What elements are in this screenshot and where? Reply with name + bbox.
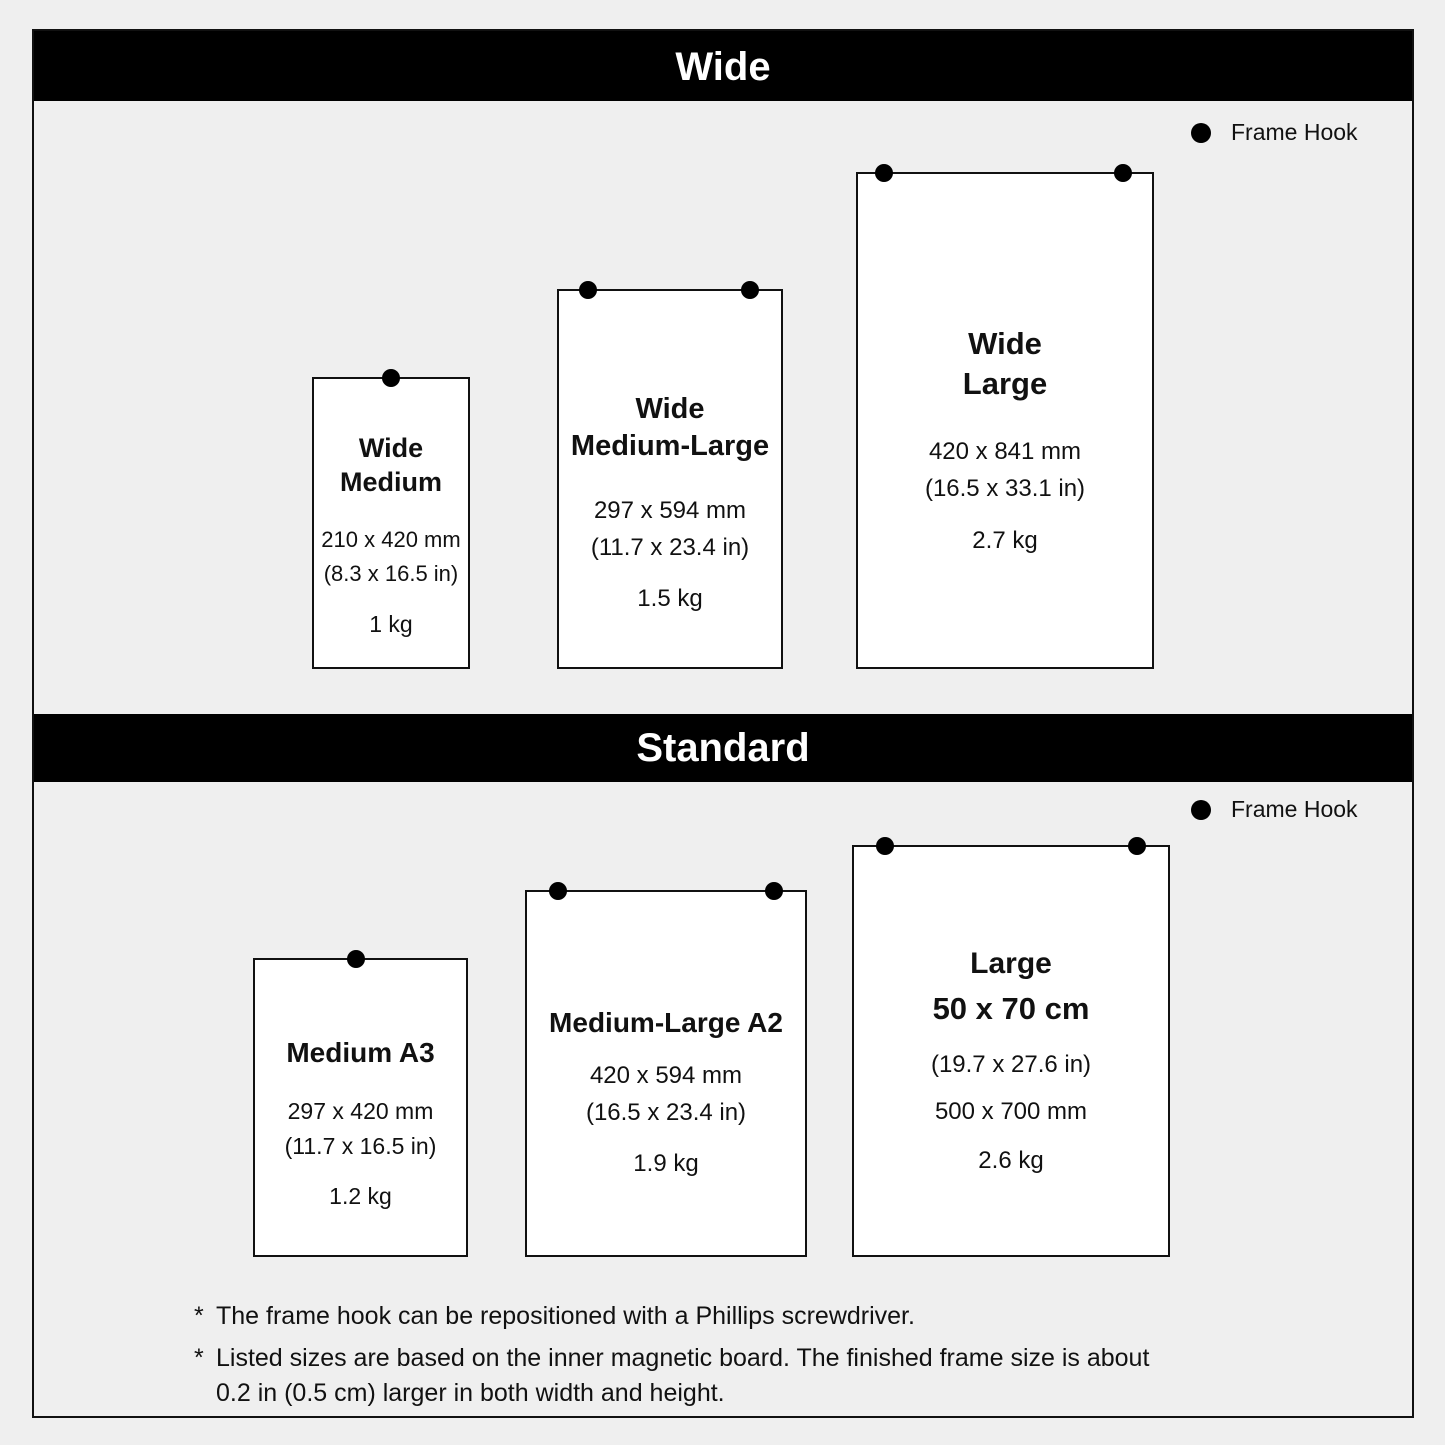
- size-name: Large: [970, 947, 1052, 980]
- frame-hook-dot-icon: [876, 837, 894, 855]
- size-mm: 210 x 420 mm: [321, 527, 461, 552]
- size-card-medium-large-a2: [525, 890, 807, 1257]
- size-mm: 297 x 420 mm: [287, 1098, 434, 1124]
- size-card-medium-a3: [253, 958, 468, 1257]
- size-inches: (16.5 x 33.1 in): [924, 475, 1086, 502]
- size-name: Medium A3: [286, 1037, 435, 1068]
- frame-hook-dot-icon: [549, 882, 567, 900]
- frame-hook-legend-wide: [1191, 119, 1358, 146]
- size-inches: (8.3 x 16.5 in): [323, 561, 459, 586]
- footnote-text: Listed sizes are based on the inner magnetic board. The finished frame size is about 0.2 in (0.5 cm) larger in both width and height.: [216, 1344, 1150, 1407]
- size-name-line2: Medium: [339, 467, 442, 498]
- frame-hook-legend-label: Frame Hook: [1231, 119, 1358, 145]
- section-header-standard: Standard: [34, 714, 1412, 782]
- size-inches: (16.5 x 23.4 in): [585, 1099, 747, 1126]
- section-header-wide: Wide: [34, 31, 1412, 101]
- footnote-asterisk: *: [194, 1302, 204, 1330]
- size-card-wide-medium: [312, 377, 470, 669]
- frame-hook-dot-icon: [382, 369, 400, 387]
- footnote: [194, 1341, 1151, 1411]
- frame-hook-legend-standard: [1191, 796, 1358, 823]
- size-card-wide-large: [856, 172, 1154, 669]
- size-card-wide-medium-large: [557, 289, 783, 669]
- frame-hook-dot-icon: [741, 281, 759, 299]
- footnote: [194, 1299, 1151, 1334]
- frame-hook-dot-icon: [1191, 123, 1211, 143]
- size-name-line1: Wide: [968, 326, 1042, 361]
- footnotes: [194, 1299, 1151, 1418]
- size-name-line2: Medium-Large: [570, 430, 770, 462]
- frame-hook-dot-icon: [579, 281, 597, 299]
- size-card-large: [852, 845, 1170, 1257]
- size-mm: 500 x 700 mm: [934, 1098, 1088, 1125]
- size-name: [314, 431, 468, 500]
- size-name: [858, 324, 1152, 404]
- weight: 1.2 kg: [329, 1183, 392, 1209]
- size-mm: 420 x 594 mm: [589, 1062, 743, 1089]
- weight: 1 kg: [369, 611, 413, 637]
- frame-hook-dot-icon: [1191, 800, 1211, 820]
- frame-hook-dot-icon: [765, 882, 783, 900]
- size-inches: (19.7 x 27.6 in): [930, 1051, 1092, 1078]
- weight: 1.9 kg: [633, 1150, 699, 1177]
- footnote-text: The frame hook can be repositioned with a Phillips screwdriver.: [216, 1302, 915, 1330]
- footnote-asterisk: *: [194, 1344, 204, 1372]
- size-cm: 50 x 70 cm: [932, 991, 1090, 1026]
- size-name-line2: Large: [962, 366, 1048, 401]
- size-mm: 420 x 841 mm: [928, 438, 1082, 465]
- frame-hook-dot-icon: [875, 164, 893, 182]
- size-guide-panel: [32, 29, 1414, 1418]
- weight: 2.6 kg: [978, 1147, 1044, 1174]
- size-name: [559, 391, 781, 465]
- weight: 2.7 kg: [972, 527, 1038, 554]
- size-name: Medium-Large A2: [549, 1007, 783, 1038]
- frame-hook-dot-icon: [1114, 164, 1132, 182]
- size-name-line1: Wide: [358, 433, 424, 463]
- size-mm: 297 x 594 mm: [593, 497, 747, 524]
- size-inches: (11.7 x 16.5 in): [284, 1133, 437, 1159]
- size-name-line1: Wide: [635, 393, 705, 425]
- frame-hook-legend-label: Frame Hook: [1231, 796, 1358, 822]
- frame-hook-dot-icon: [347, 950, 365, 968]
- weight: 1.5 kg: [637, 585, 703, 612]
- size-inches: (11.7 x 23.4 in): [590, 534, 750, 561]
- frame-hook-dot-icon: [1128, 837, 1146, 855]
